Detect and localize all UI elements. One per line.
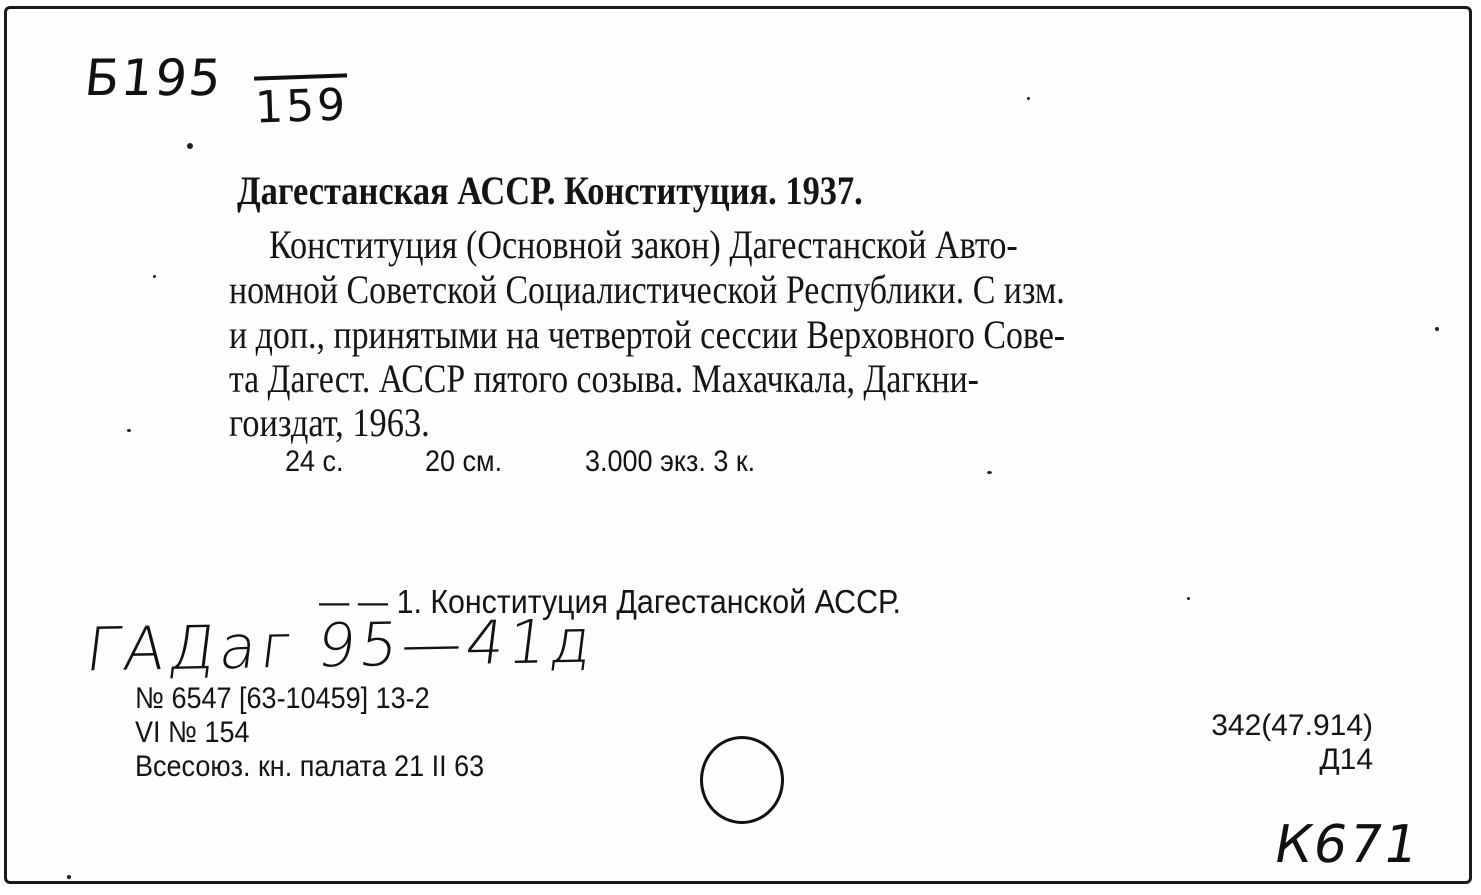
archive-note: ГАДаг 95—41д [82,606,600,686]
series-line: VI № 154 [135,716,250,749]
collation-size: 20 см. [425,445,503,478]
description-line-4: та Дагест. АССР пятого созыва. Махачкала, Дагкни- [229,356,979,401]
author-mark: Д14 [1319,743,1373,776]
ink-speck [127,429,131,432]
ink-speck [987,471,992,474]
ink-speck [153,275,156,278]
subject-heading: — — 1. Конституция Дагестанской АССР. [319,583,901,620]
collation-copies: 3.000 экз. 3 к. [585,445,756,478]
description-line-3: и доп., принятыми на четвертой сессии Верховного Сове- [229,312,1066,357]
ink-speck [1187,597,1190,600]
collation-pages: 24 с. [285,445,344,478]
shelf-mark: Б195 [81,49,226,107]
ink-speck [187,143,193,149]
description-line-1: Конституция (Основной закон) Дагестанской Авто- [269,222,1018,267]
inventory-mark: К671 [1269,815,1425,875]
description-line-5: гоиздат, 1963. [229,400,430,445]
catalog-card [4,6,1472,884]
description-line-2: номной Советской Социалистической Республики. С изм. [229,267,1065,312]
ink-speck [1435,327,1439,331]
shelf-mark-sub: 159 [254,73,349,133]
classification-code: 342(47.914) [1211,709,1373,742]
circle-stamp [700,736,784,824]
ink-speck [67,875,71,879]
ink-speck [1027,97,1030,100]
chamber-line: Всесоюз. кн. палата 21 II 63 [135,750,485,783]
entry-heading: Дагестанская АССР. Конституция. 1937. [237,168,863,213]
registry-line: № 6547 [63-10459] 13-2 [135,682,430,715]
